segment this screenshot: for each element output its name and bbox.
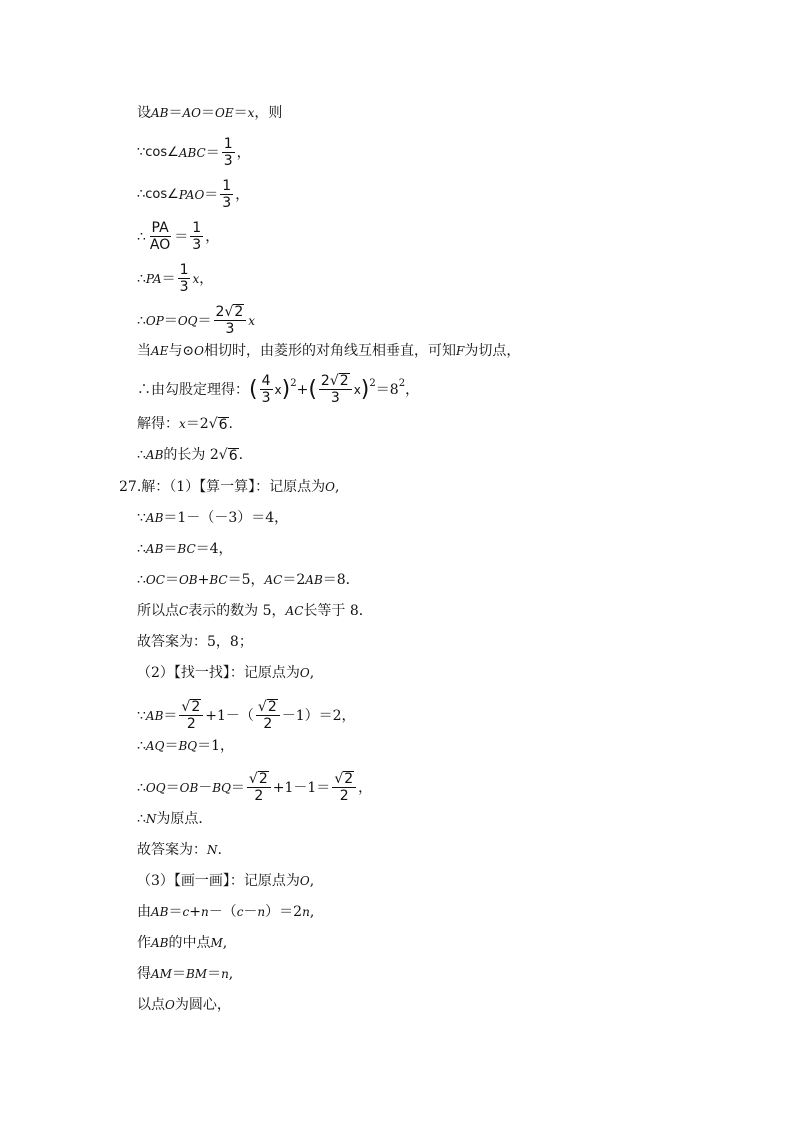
radicand: 2	[258, 771, 268, 787]
text: ＝8	[375, 381, 399, 398]
var: n	[302, 905, 310, 919]
text: ＝	[233, 105, 248, 121]
text: 相切时，由菱形的对角线互相垂直，可知	[204, 343, 457, 359]
text: ＝	[161, 270, 176, 287]
sqrt	[219, 446, 239, 464]
numerator: 4	[261, 373, 271, 389]
fraction	[178, 262, 191, 295]
text: ∵cos∠	[137, 144, 179, 160]
text: ＝	[205, 144, 220, 161]
var: AB	[145, 448, 164, 462]
numerator: 1	[179, 262, 189, 278]
problem-27-heading	[119, 478, 339, 496]
radicand: 2	[191, 699, 201, 715]
text: ＝8．	[322, 572, 360, 588]
text: +1－（	[205, 707, 254, 724]
var: OQ	[177, 313, 198, 328]
denominator: 2	[339, 788, 349, 804]
text: ＝	[163, 707, 178, 724]
var: N	[207, 843, 218, 857]
var: PA	[145, 271, 162, 286]
text: 设	[137, 105, 151, 121]
text: ,	[335, 479, 340, 495]
text: 长等于 8．	[303, 603, 373, 619]
text: ,	[228, 966, 234, 982]
text: 27.解：（1）【算一算】：记原点为	[119, 479, 326, 495]
text: －（	[208, 904, 237, 920]
radicand: 2	[267, 699, 277, 715]
var: x	[248, 313, 256, 328]
solution-line-25	[137, 934, 227, 952]
denominator: 3	[222, 195, 232, 211]
text: ∴由勾股定理得：	[137, 381, 249, 398]
var: AC	[285, 604, 304, 618]
text: ＝2	[282, 572, 306, 588]
numerator	[256, 699, 280, 716]
solution-line-8	[137, 373, 419, 406]
text: ∴	[137, 541, 146, 557]
text: 由	[137, 904, 151, 920]
text: ＝	[171, 966, 186, 982]
solution-line-15	[137, 602, 373, 620]
text: ∴	[137, 811, 146, 827]
text: ∴	[137, 738, 146, 754]
var: AQ	[145, 739, 165, 753]
denominator: 3	[192, 237, 202, 253]
var: O	[299, 874, 310, 888]
var: AB	[151, 106, 169, 120]
text: ＝5，	[227, 572, 265, 588]
numerator: 1	[222, 178, 232, 194]
text: .	[228, 416, 233, 432]
part-2-heading	[137, 664, 314, 682]
text: 的中点	[168, 935, 211, 951]
paren: (	[249, 376, 258, 402]
superscript: 2	[369, 377, 376, 389]
text: 所以点	[137, 603, 179, 619]
answer-line-2	[137, 841, 222, 859]
denominator: 3	[225, 321, 235, 337]
numerator: 1	[223, 136, 233, 152]
text: ，	[236, 144, 251, 161]
var: O	[194, 344, 205, 358]
fraction	[256, 699, 280, 732]
text: ∵	[137, 510, 146, 526]
text: 与⊙	[168, 343, 195, 359]
text: －	[198, 779, 213, 796]
text: +	[296, 381, 309, 398]
var: C	[179, 604, 189, 618]
text: ＝4，	[195, 541, 233, 557]
text: 当	[137, 343, 151, 359]
var: BQ	[212, 780, 231, 795]
var: AE	[151, 344, 169, 358]
denominator: 3	[330, 390, 340, 406]
fraction	[179, 699, 203, 732]
text: ∵	[137, 707, 146, 724]
denominator: 3	[223, 153, 233, 169]
text: ∴	[137, 270, 146, 287]
text: ,	[309, 904, 315, 920]
solution-line-6	[137, 304, 255, 337]
denominator: 2	[254, 788, 264, 804]
text: ＝	[174, 228, 189, 245]
fraction	[148, 220, 172, 253]
radical-sign: √	[218, 447, 228, 463]
radical-sign: √	[208, 416, 218, 432]
fraction	[222, 136, 235, 169]
paren: )	[360, 376, 370, 402]
radicand: 2	[339, 373, 349, 389]
numerator	[214, 304, 247, 321]
text: +1－1＝	[272, 779, 331, 796]
text: －1）＝2，	[281, 707, 356, 724]
numerator	[247, 771, 271, 788]
radical-sign: √	[257, 699, 267, 715]
radical-sign: √	[329, 373, 339, 389]
text: 的长为 2	[163, 447, 219, 463]
text: ，	[358, 779, 373, 796]
var: AB	[145, 511, 164, 525]
var: x	[192, 271, 200, 286]
sqrt	[209, 415, 229, 433]
sqrt	[330, 373, 350, 389]
radicand: 2	[234, 304, 244, 320]
var: x	[274, 382, 282, 397]
sqrt	[181, 699, 201, 715]
var: AO	[182, 106, 201, 120]
var: ABC	[178, 145, 206, 160]
text: .	[217, 842, 222, 858]
text: +	[189, 904, 201, 920]
denominator: 3	[179, 279, 189, 295]
solution-line-18	[137, 699, 356, 732]
var: n	[257, 905, 266, 919]
paren: (	[308, 376, 317, 402]
text: ,	[222, 935, 228, 951]
fraction	[332, 771, 356, 804]
solution-line-3	[137, 178, 249, 211]
text: ＝	[207, 966, 222, 982]
text: ＝	[163, 541, 178, 557]
var: BM	[185, 967, 208, 981]
text: ＝	[168, 904, 183, 920]
denominator: 2	[263, 716, 273, 732]
var: AB	[151, 936, 169, 950]
solution-line-7	[137, 342, 520, 360]
radicand: 2	[344, 771, 354, 787]
fraction	[260, 373, 273, 406]
solution-line-9	[137, 415, 233, 433]
var: OE	[215, 106, 234, 120]
var: x	[179, 417, 186, 431]
text: ∴	[137, 779, 146, 796]
denominator: AO	[149, 237, 171, 253]
radicand: 6	[228, 448, 238, 464]
text: ∴	[137, 228, 146, 245]
text: ，	[405, 381, 420, 398]
text: ，	[235, 186, 250, 203]
solution-line-19	[137, 737, 234, 755]
text: －	[243, 904, 258, 920]
numerator: 1	[192, 220, 202, 236]
text: ＝2	[185, 416, 209, 432]
text: ∴	[137, 312, 146, 329]
solution-line-4	[137, 220, 219, 253]
var: n	[221, 967, 229, 981]
denominator: 2	[186, 716, 196, 732]
var: n	[200, 905, 209, 919]
text: ,	[309, 873, 315, 889]
text: ＝	[197, 312, 212, 329]
text: 表示的数为 5，	[188, 603, 286, 619]
text: ＝	[168, 105, 183, 121]
radical-sign: √	[181, 699, 191, 715]
var: N	[145, 812, 157, 826]
text: ，	[205, 228, 220, 245]
var: O	[325, 480, 336, 494]
text: ＝	[164, 572, 179, 588]
text: 为原点．	[156, 811, 213, 827]
solution-line-24	[137, 903, 314, 921]
fraction	[220, 178, 233, 211]
part-3-heading	[137, 872, 314, 890]
solution-line-10	[137, 446, 243, 464]
sqrt	[224, 304, 244, 320]
solution-line-20	[137, 771, 372, 804]
var: F	[456, 344, 465, 358]
text: ，则	[254, 105, 283, 121]
coef: 2	[215, 304, 225, 320]
superscript: 2	[290, 377, 297, 389]
text: ∴cos∠	[137, 186, 179, 202]
var: M	[210, 936, 223, 950]
text: （2）【找一找】：记原点为	[137, 665, 300, 681]
text: ＝1，	[197, 738, 235, 754]
text: ）＝2	[265, 904, 303, 920]
text: .	[238, 447, 244, 463]
numerator	[319, 373, 352, 390]
var: c	[182, 905, 190, 919]
var: OC	[145, 573, 165, 587]
solution-line-14	[137, 571, 360, 589]
var: BC	[177, 542, 196, 556]
text: ，	[199, 270, 214, 287]
var: OB	[179, 780, 199, 795]
radicand: 6	[218, 417, 228, 433]
solution-line-2	[137, 136, 251, 169]
var: OP	[145, 313, 164, 328]
text: 为圆心，	[174, 997, 231, 1013]
text: +	[197, 572, 210, 588]
solution-line-26	[137, 965, 233, 983]
text: ＝	[164, 738, 179, 754]
text: ＝	[230, 779, 245, 796]
superscript: 2	[398, 377, 406, 389]
text: ＝	[204, 186, 219, 203]
text: 解得：	[137, 416, 179, 432]
fraction	[214, 304, 247, 337]
var: PAO	[178, 187, 205, 202]
var: AB	[145, 708, 164, 723]
text: ＝	[163, 312, 178, 329]
sqrt	[249, 771, 269, 787]
var: OB	[178, 573, 198, 587]
var: AB	[305, 573, 323, 587]
var: AB	[151, 905, 169, 919]
solution-line-1	[137, 104, 282, 122]
text: 作	[137, 935, 151, 951]
var: x	[353, 382, 361, 397]
text: ∴	[137, 572, 146, 588]
paren: )	[281, 376, 291, 402]
text: ＝	[165, 779, 180, 796]
text: ∴	[137, 447, 146, 463]
solution-line-27	[137, 996, 231, 1014]
text: 以点	[137, 997, 165, 1013]
text: ＝1－（－3）＝4，	[163, 510, 289, 526]
radical-sign: √	[248, 771, 258, 787]
solution-line-21	[137, 810, 212, 828]
var: OQ	[145, 780, 166, 795]
fraction	[190, 220, 203, 253]
denominator: 3	[261, 390, 271, 406]
solution-line-12	[137, 509, 288, 527]
var: x	[247, 106, 255, 120]
solution-line-13	[137, 540, 233, 558]
var: c	[236, 905, 244, 919]
text: ,	[309, 665, 315, 681]
text: 故答案为：	[137, 842, 207, 858]
var: BQ	[178, 739, 198, 753]
numerator: PA	[151, 220, 169, 236]
radical-sign: √	[334, 771, 344, 787]
var: BC	[209, 573, 228, 587]
numerator	[332, 771, 356, 788]
var: O	[165, 998, 175, 1012]
text: 故答案为：5，8；	[137, 634, 253, 650]
var: AC	[264, 573, 283, 587]
var: AM	[151, 967, 172, 981]
sqrt	[258, 699, 278, 715]
radical-sign: √	[224, 304, 234, 320]
fraction	[319, 373, 352, 406]
text: 得	[137, 966, 151, 982]
coef: 2	[320, 373, 330, 389]
text: 为切点，	[464, 343, 521, 359]
sqrt	[334, 771, 354, 787]
solution-line-5	[137, 262, 213, 295]
fraction	[247, 771, 271, 804]
answer-line-1	[137, 633, 253, 651]
var: O	[299, 666, 310, 680]
var: AB	[145, 542, 164, 556]
numerator	[179, 699, 203, 716]
text: ＝	[201, 105, 215, 121]
text: （3）【画一画】：记原点为	[137, 873, 300, 889]
